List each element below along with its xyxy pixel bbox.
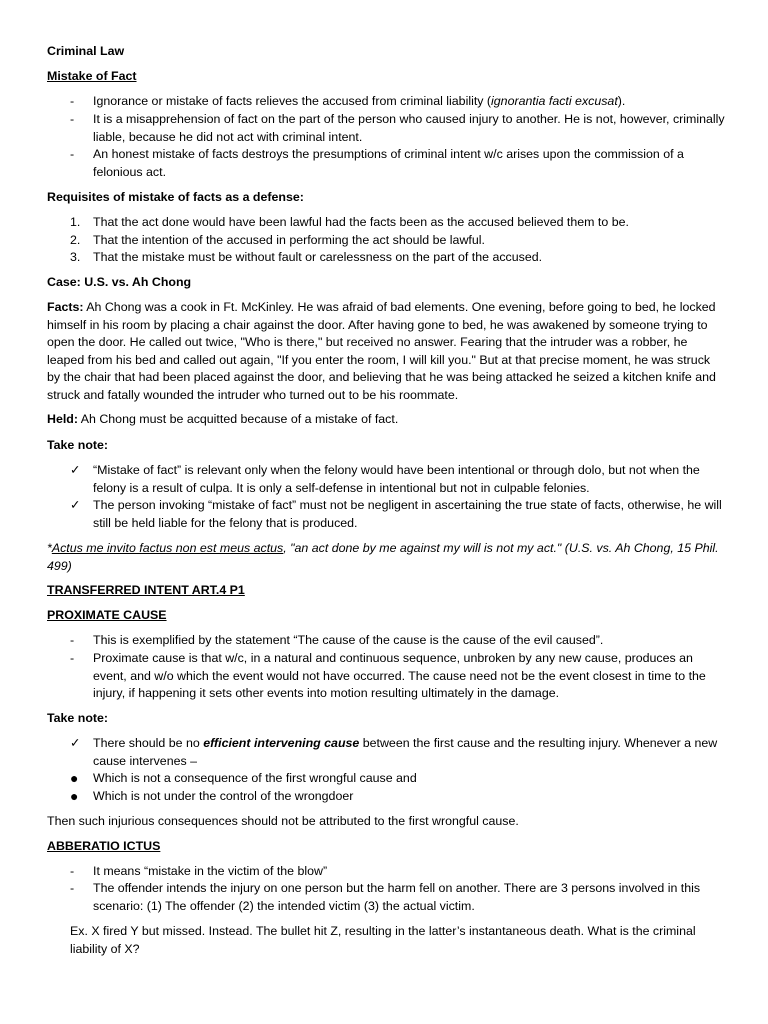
list-item: That the mistake must be without fault or carelessness on the part of the accused.	[93, 250, 543, 264]
check-marker: ✓	[70, 736, 81, 750]
take-note-heading: Take note:	[47, 711, 109, 725]
bullet-marker: ●	[70, 788, 79, 804]
bullet-marker: ●	[70, 770, 79, 786]
list-item: Proximate cause is that w/c, in a natural and continuous sequence, unbroken by any new cause, produces an event, and w/o which the event would not have occurred. The cause need not be the event closest in time to the injury, if happening it sets other events into motion resulting ultimately in the damage.	[93, 651, 706, 700]
list-number: 2.	[70, 233, 81, 247]
conclusion-sentence: Then such injurious consequences should not be attributed to the first wrongful cause.	[47, 814, 519, 828]
facts-paragraph: Facts: Ah Chong was a cook in Ft. McKinley. He was afraid of bad elements. One evening, before going to bed, he locked himself in his room by placing a chair against the door. After having gone to bed, he was awakened by someone trying to open the door. He called out twice, "Who is there," but received no answer. Fearing that the intruder was a robber, he leaped from his bed and called out again, "If you enter the room, I will kill you." But at that precise moment, he was struck by the chair that had been placed against the door, and believing that he was being attacked he seized a kitchen knife and struck and fatally wounded the intruder who turned out to be his roommate.	[47, 300, 716, 402]
list-item: This is exemplified by the statement “The cause of the cause is the cause of the evil caused”.	[93, 633, 604, 647]
dash-marker: -	[70, 112, 75, 126]
section-heading-transferred-intent: TRANSFERRED INTENT ART.4 P1	[47, 583, 245, 597]
held-paragraph: Held: Ah Chong must be acquitted because of a mistake of fact.	[47, 412, 399, 426]
latin-maxim-quote: *Actus me invito factus non est meus actus, "an act done by me against my will is not my act." (U.S. vs. Ah Chong, 15 Phil. 499)	[47, 541, 719, 573]
list-item: Which is not under the control of the wrongdoer	[93, 789, 354, 803]
check-marker: ✓	[70, 498, 81, 512]
list-item: There should be no efficient intervening cause between the first cause and the resulting injury. Whenever a new cause intervenes –	[93, 736, 718, 768]
dash-marker: -	[70, 633, 75, 647]
dash-marker: -	[70, 881, 75, 895]
list-number: 3.	[70, 250, 81, 264]
case-heading: Case: U.S. vs. Ah Chong	[47, 275, 192, 289]
list-item: It means “mistake in the victim of the blow”	[93, 864, 328, 878]
list-item: An honest mistake of facts destroys the presumptions of criminal intent w/c arises upon the commission of a felonious act.	[93, 147, 684, 179]
section-heading-mistake-of-fact: Mistake of Fact	[47, 69, 137, 83]
example-paragraph: Ex. X fired Y but missed. Instead. The bullet hit Z, resulting in the latter’s instantaneous death. What is the criminal liability of X?	[70, 924, 696, 956]
list-item: Ignorance or mistake of facts relieves the accused from criminal liability (ignorantia facti excusat).	[93, 94, 626, 108]
list-item: It is a misapprehension of fact on the part of the person who caused injury to another. He is not, however, criminally liable, because he did not act with criminal intent.	[93, 112, 725, 144]
list-item: That the intention of the accused in performing the act should be lawful.	[93, 233, 485, 247]
list-item: That the act done would have been lawful had the facts been as the accused believed them to be.	[93, 215, 629, 229]
list-number: 1.	[70, 215, 81, 229]
dash-marker: -	[70, 651, 75, 665]
section-heading-abberatio-ictus: ABBERATIO ICTUS	[47, 839, 161, 853]
list-item: “Mistake of fact” is relevant only when the felony would have been intentional or through dolo, but not when the felony is a result of culpa. It is only a self-defense in intentional but not in culpable felonies.	[93, 463, 700, 495]
list-item: The offender intends the injury on one person but the harm fell on another. There are 3 persons involved in this scenario: (1) The offender (2) the intended victim (3) the actual victim.	[93, 881, 701, 913]
document-title: Criminal Law	[47, 44, 125, 58]
list-item: The person invoking “mistake of fact” must not be negligent in ascertaining the true state of facts, otherwise, he will still be held liable for the felony that is produced.	[93, 498, 722, 530]
take-note-heading: Take note:	[47, 438, 109, 452]
list-item: Which is not a consequence of the first wrongful cause and	[93, 771, 417, 785]
dash-marker: -	[70, 147, 75, 161]
requisites-heading: Requisites of mistake of facts as a defense:	[47, 190, 304, 204]
dash-marker: -	[70, 94, 75, 108]
section-heading-proximate-cause: PROXIMATE CAUSE	[47, 608, 167, 622]
check-marker: ✓	[70, 463, 81, 477]
dash-marker: -	[70, 864, 75, 878]
